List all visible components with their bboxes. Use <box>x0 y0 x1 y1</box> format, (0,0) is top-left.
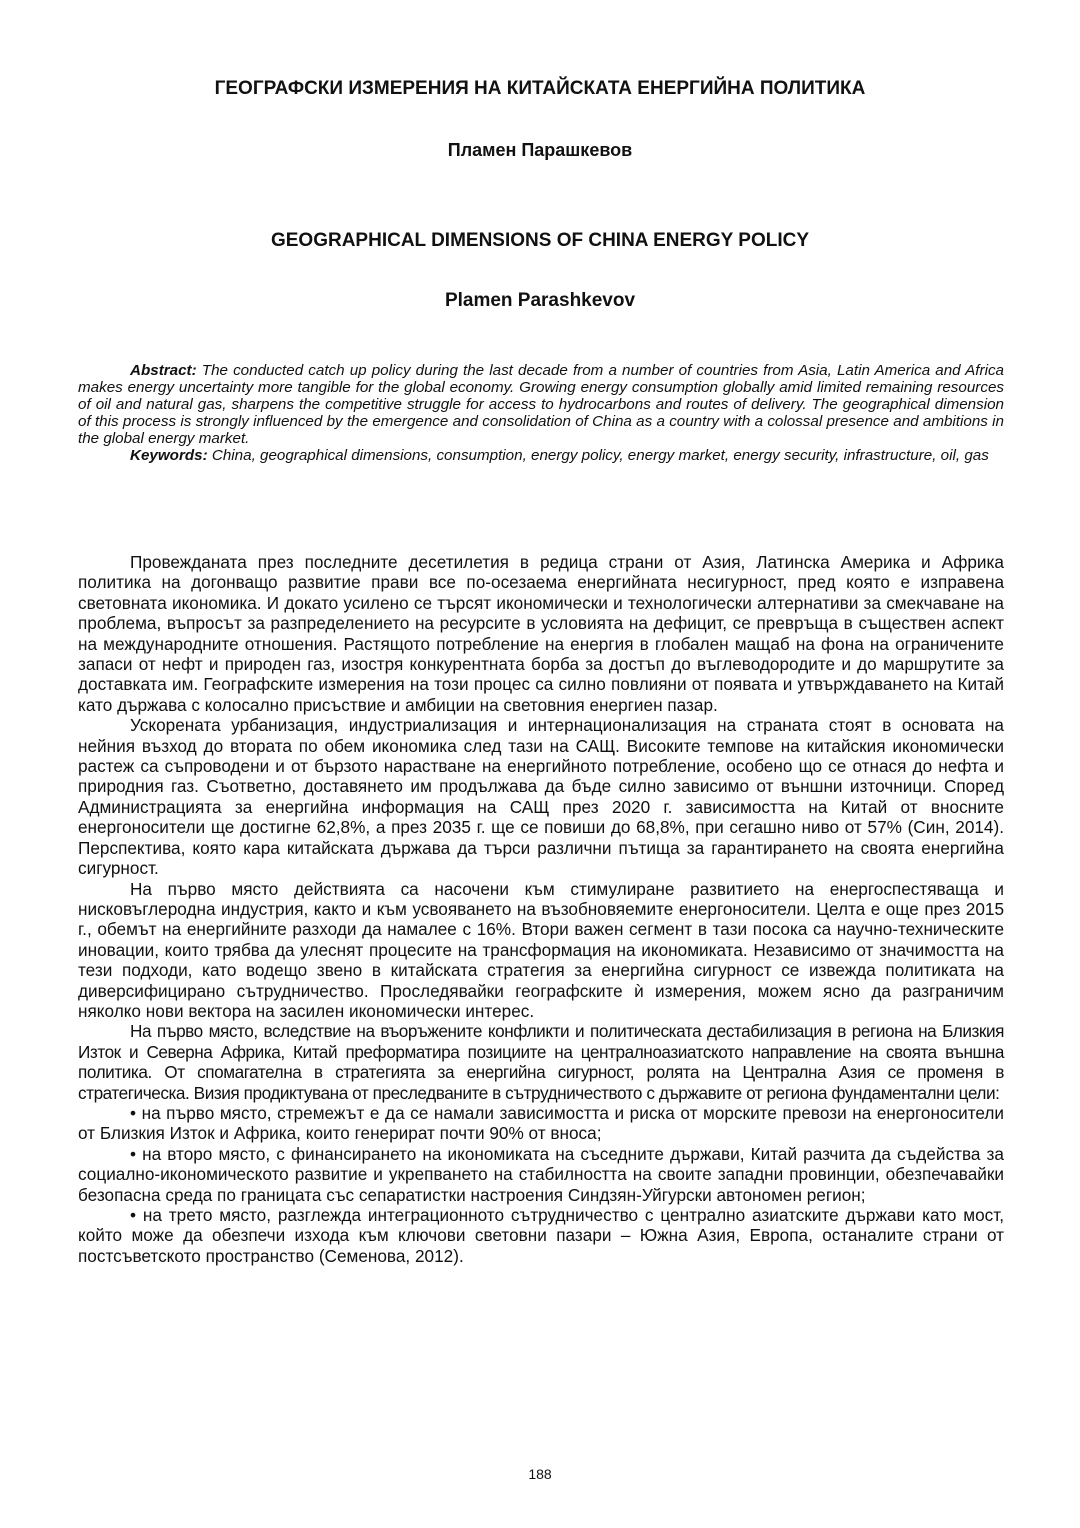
title-english: GEOGRAPHICAL DIMENSIONS OF CHINA ENERGY POLICY <box>270 230 810 251</box>
bullet-item: • на трето място, разглежда интеграционното сътрудничество с централно азиатските държави като мост, който може да обезпечи изхода към ключови световни пазари – Южна Азия, Европа, останалите страни от постсъветското пространство (Семенова, 2012). <box>78 1205 1004 1266</box>
body-paragraph: Провежданата през последните десетилетия в редица страни от Азия, Латинска Америка и Африка политика на догонващо развитие прави все по-осезаема енергийната несигурност, пред която е изправена световната икономика. И докато усилено се търсят икономически и технологически алтернативи за смекчаване на проблема, въпросът за разпределението на ресурсите в условията на дефицит, се превръща в съществен аспект на международните отношения. Растящото потребление на енергия в глобален мащаб на фона на ограничените запаси от нефт и природен газ, изостря конкурентната борба за достъп до въглеводородите и до маршрутите за доставката им. Географските измерения на този процес са силно повлияни от появата и утвърждаването на Китай като държава с колосално присъствие и амбиции на световния енергиен пазар. <box>78 552 1004 715</box>
abstract-text: The conducted catch up policy during the last decade from a number of countries from Asia, Latin America and Africa makes energy uncertainty more tangible for the global economy. Growing energy consumption globally amid limited remaining resources of oil and natural gas, sharpens the competitive struggle for access to hydrocarbons and routes of delivery. The geographical dimension of this process is strongly influenced by the emergence and consolidation of China as a country with a colossal presence and ambitions in the global energy market. <box>78 362 1004 447</box>
author-english: Plamen Parashkevov <box>444 290 636 311</box>
author-bulgarian: Пламен Парашкевов <box>447 140 633 160</box>
abstract-label: Abstract: <box>130 362 197 379</box>
bullet-item: • на второ място, с финансирането на икономиката на съседните държави, Китай разчита да съдейства за социално-икономическото развитие и укрепването на стабилността на своите западни провинции, обезпечавайки безопасна среда по границата със сепаратистки настроения Синдзян-Уйгурски автономен регион; <box>78 1143 1004 1205</box>
page-number: 188 <box>528 1466 552 1482</box>
abstract-block <box>78 362 1004 464</box>
body-paragraph: Ускорената урбанизация, индустриализация и интернационализация на страната стоят в основата на нейния възход до втората по обем икономика след тази на САЩ. Високите темпове на китайския икономически растеж са съпроводени и от бързото нарастване на енергийното потребление, особено що се отнася до нефта и природния газ. Съответно, доставянето им продължава да бъде силно зависимо от външни източници. Според Администрацията за енергийна информация на САЩ през 2020 г. зависимостта на Китай от вносните енергоносители ще достигне 62,8%, а през 2035 г. ще се повиши до 68,8%, при сегашно ниво от 57% (Син, 2014). Перспектива, която кара китайската държава да търси различни пътища за гарантирането на своята енергийна сигурност. <box>78 715 1004 879</box>
keywords-text: China, geographical dimensions, consumption, energy policy, energy market, energy security, infrastructure, oil, gas <box>211 447 989 464</box>
body-paragraph: На първо място, вследствие на въоръжените конфликти и политическата дестабилизация в региона на Близкия Изток и Северна Африка, Китай преформатира позициите на централноазиатското направление на своята външна политика. От спомагателна в стратегията за енергийна сигурност, ролята на Централна Азия се променя в стратегическа. Визия продиктувана от преследваните в сътрудничеството с държавите от региона фундаментални цели: <box>78 1021 1004 1103</box>
body-paragraph: На първо място действията са насочени към стимулиране развитието на енергоспестяваща и нисковъглеродна индустрия, както и към усвояването на възобновяемите енергоносители. Целта е още през 2015 г., обемът на енергийните разходи да намалее с 16%. Втори важен сегмент в тази посока са научно-техническите иновации, които трябва да улеснят процесите на трансформация на икономиката. Независимо от значимостта на тези подходи, като водещо звено в китайската стратегия за енергийна сигурност се извежда политиката на диверсифицирано сътрудничество. Проследявайки географските ѝ измерения, можем ясно да разграничим няколко нови вектора на засилен икономически интерес. <box>78 878 1004 1021</box>
body-text <box>78 552 1004 1266</box>
keywords-label: Keywords: <box>130 447 208 464</box>
title-bulgarian: ГЕОГРАФСКИ ИЗМЕРЕНИЯ НА КИТАЙСКАТА ЕНЕРГИЙНА ПОЛИТИКА <box>214 78 866 99</box>
bullet-item: • на първо място, стремежът е да се намали зависимостта и риска от морските превози на енергоносители от Близкия Изток и Африка, които генерират почти 90% от вноса; <box>78 1102 1004 1144</box>
keywords-paragraph <box>78 447 1004 464</box>
abstract-paragraph <box>78 362 1004 447</box>
